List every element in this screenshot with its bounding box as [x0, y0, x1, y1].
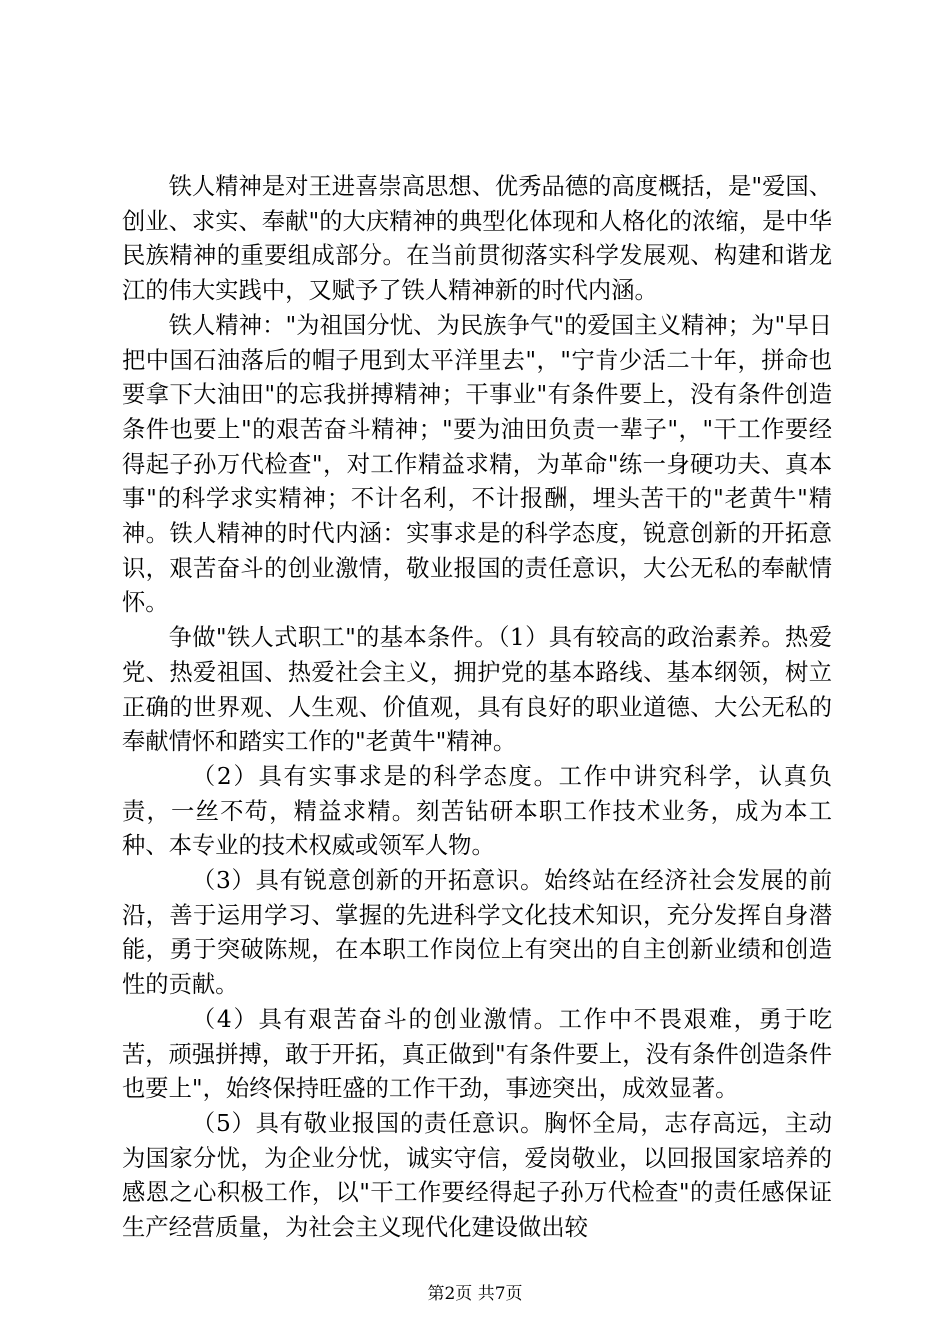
paragraph-iron-man-spirit: 铁人精神："为祖国分忧、为民族争气"的爱国主义精神；为"早日把中国石油落后的帽子甩到太平洋里去"，"宁肯少活二十年，拼命也要拿下大油田"的忘我拼搏精神；干事业"有条件要上，没有条件创造条件也要上"的艰苦奋斗精神；"要为油田负责一辈子"，"干工作要经得起子孙万代检查"，对工作精益求精，为革命"练一身硬功夫、真本事"的科学求实精神；不计名利，不计报酬，埋头苦干的"老黄牛"精神。铁人精神的时代内涵：实事求是的科学态度，锐意创新的开拓意识，艰苦奋斗的创业激情，敬业报国的责任意识，大公无私的奉献情怀。	[122, 311, 832, 617]
paragraph-condition-3: （3）具有锐意创新的开拓意识。始终站在经济社会发展的前沿，善于运用学习、掌握的先进科学文化技术知识，充分发挥自身潜能，勇于突破陈规，在本职工作岗位上有突出的自主创新业绩和创造性的贡献。	[122, 867, 832, 999]
paragraph-condition-4: （4）具有艰苦奋斗的创业激情。工作中不畏艰难，勇于吃苦，顽强拼搏，敢于开拓，真正做到"有条件要上，没有条件创造条件也要上"，始终保持旺盛的工作干劲，事迹突出，成效显著。	[122, 1005, 832, 1103]
page-footer	[0, 1283, 950, 1305]
paragraph-intro: 铁人精神是对王进喜崇高思想、优秀品德的高度概括，是"爱国、创业、求实、奉献"的大庆精神的典型化体现和人格化的浓缩，是中华民族精神的重要组成部分。在当前贯彻落实科学发展观、构建和谐龙江的伟大实践中，又赋予了铁人精神新的时代内涵。	[122, 173, 832, 305]
page-number: 第2页 共7页	[427, 1284, 523, 1304]
document-body	[122, 170, 832, 1246]
paragraph-basic-conditions: 争做"铁人式职工"的基本条件。（1）具有较高的政治素养。热爱党、热爱祖国、热爱社会主义，拥护党的基本路线、基本纲领，树立正确的世界观、人生观、价值观，具有良好的职业道德、大公无私的奉献情怀和踏实工作的"老黄牛"精神。	[122, 624, 832, 756]
paragraph-condition-2: （2）具有实事求是的科学态度。工作中讲究科学，认真负责，一丝不苟，精益求精。刻苦钻研本职工作技术业务，成为本工种、本专业的技术权威或领军人物。	[122, 762, 832, 860]
paragraph-condition-5: （5）具有敬业报国的责任意识。胸怀全局，志存高远，主动为国家分忧，为企业分忧，诚实守信，爱岗敬业，以回报国家培养的感恩之心积极工作，以"干工作要经得起子孙万代检查"的责任感保证生产经营质量，为社会主义现代化建设做出较	[122, 1109, 832, 1242]
